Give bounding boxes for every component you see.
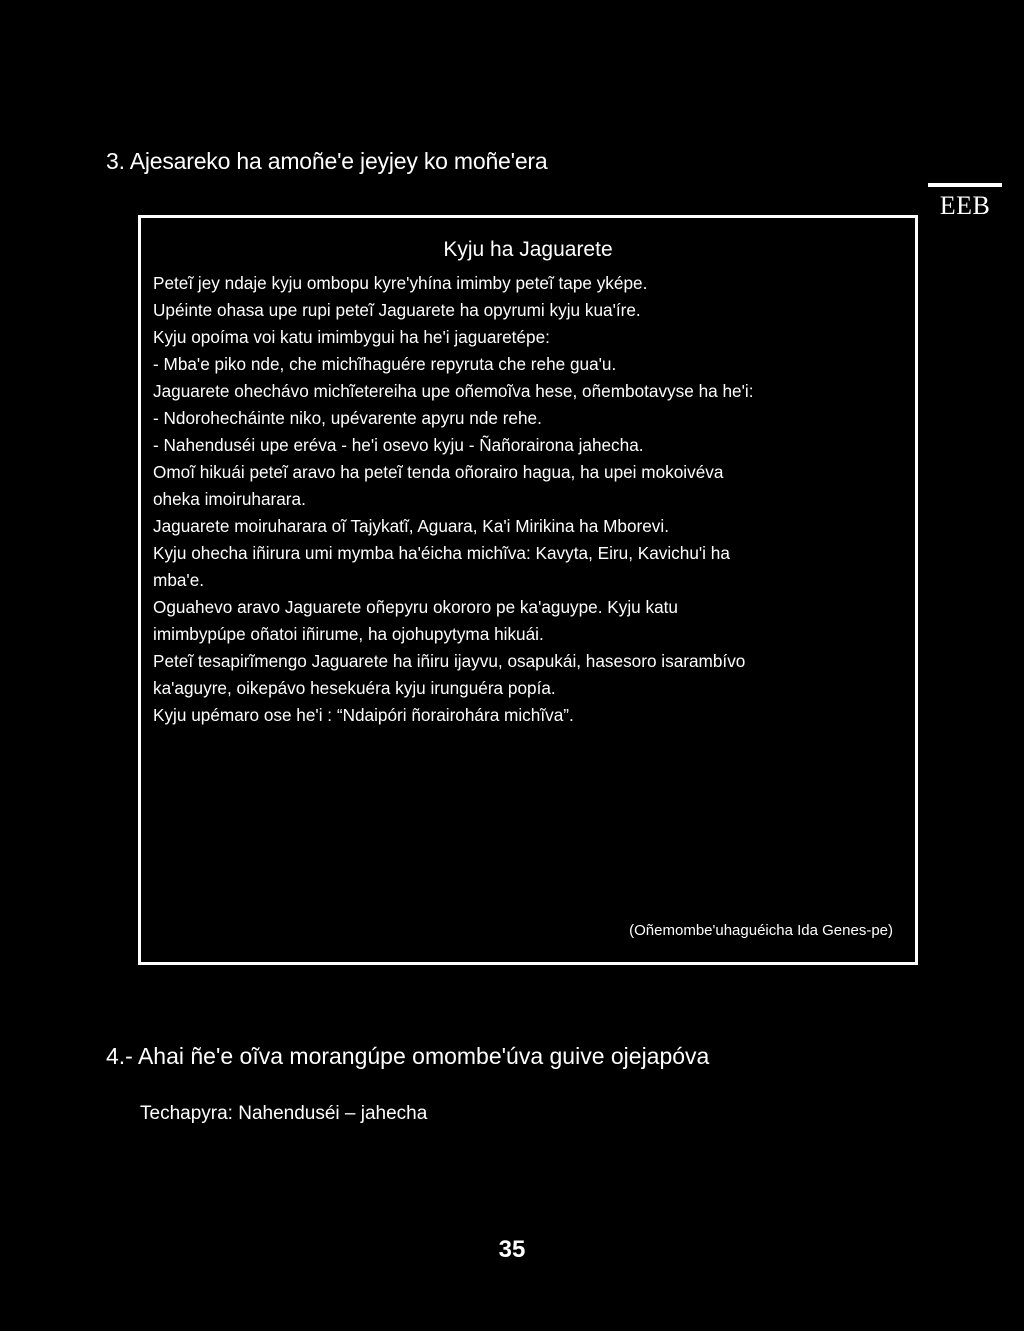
section-4-heading: 4.- Ahai ñe'e oĩva morangúpe omombe'úva guive ojejapóva: [106, 1043, 710, 1069]
story-line: Oguahevo aravo Jaguarete oñepyru okororo pe ka'aguype. Kyju katu: [153, 597, 678, 617]
section-3-heading: 3. Ajesareko ha amoñe'e jeyjey ko moñe'era: [106, 148, 548, 174]
story-title: Kyju ha Jaguarete: [443, 238, 613, 261]
side-tag: [926, 183, 1004, 221]
story-line: imimbypúpe oñatoi iñirume, ha ojohupytyma hikuái.: [153, 624, 544, 644]
story-line: Jaguarete ohechávo michĩetereiha upe oñemoĩva hese, oñembotavyse ha he'i:: [153, 381, 754, 401]
story-text: [153, 270, 903, 729]
story-line: - Mba'e piko nde, che michĩhaguére repyruta che rehe gua'u.: [153, 354, 617, 374]
story-line: mba'e.: [153, 570, 205, 590]
story-line: Kyju upémaro ose he'i : “Ndaipóri ñorairohára michĩva”.: [153, 705, 574, 725]
story-line: ka'aguyre, oikepávo hesekuéra kyju irunguéra popía.: [153, 678, 556, 698]
technique-example: Techapyra: Nahenduséi – jahecha: [140, 1103, 428, 1124]
story-line: Jaguarete moiruharara oĩ Tajykatĩ, Aguara, Ka'i Mirikina ha Mborevi.: [153, 516, 669, 536]
story-line: Kyju opoíma voi katu imimbygui ha he'i jaguaretépe:: [153, 327, 550, 347]
story-line: - Ndorohecháinte niko, upévarente apyru nde rehe.: [153, 408, 542, 428]
story-line: Kyju ohecha iñirura umi mymba ha'éicha michĩva: Kavyta, Eiru, Kavichu'i ha: [153, 543, 730, 563]
story-line: Omoĩ hikuái peteĩ aravo ha peteĩ tenda oñorairo hagua, ha upei mokoivéva: [153, 462, 724, 482]
story-line: Upéinte ohasa upe rupi peteĩ Jaguarete ha opyrumi kyju kua'íre.: [153, 300, 641, 320]
story-line: - Nahenduséi upe eréva - he'i osevo kyju - Ñañorairona jahecha.: [153, 435, 644, 455]
story-line: oheka imoiruharara.: [153, 489, 306, 509]
story-line: Peteĩ tesapirĩmengo Jaguarete ha iñiru ijayvu, osapukái, hasesoro isarambívo: [153, 651, 746, 671]
story-line: Peteĩ jey ndaje kyju ombopu kyre'yhína imimby peteĩ tape yképe.: [153, 273, 648, 293]
story-box: [138, 215, 918, 965]
side-tag-label: EEB: [939, 191, 991, 220]
page-number: 35: [498, 1236, 526, 1263]
side-tag-bar: [928, 183, 1002, 187]
story-credit: (Oñemombe'uhaguéicha Ida Genes-pe): [629, 922, 893, 939]
